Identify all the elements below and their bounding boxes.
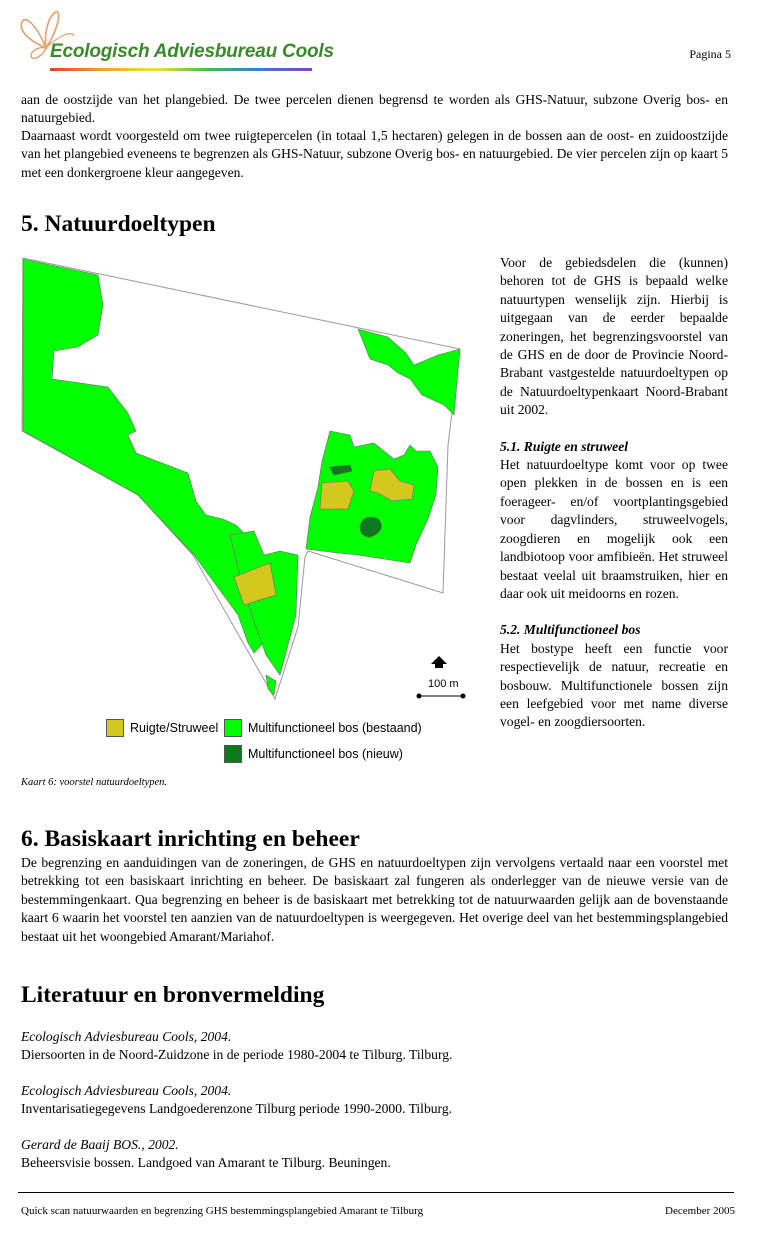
reference-title: Beheersvisie bossen. Landgoed van Amarant te Tilburg. Beuningen. <box>21 1155 391 1170</box>
map-ruigte-east-1 <box>320 481 354 509</box>
map-caption: Kaart 6: voorstel natuurdoeltypen. <box>21 777 168 788</box>
reference-item <box>21 1028 728 1064</box>
section-6-heading: 6. Basiskaart inrichting en beheer <box>21 826 360 852</box>
reference-item <box>21 1082 728 1118</box>
reference-list <box>21 1028 728 1172</box>
subsection-5-2-heading: 5.2. Multifunctioneel bos <box>500 622 641 638</box>
footer-date: December 2005 <box>665 1205 735 1217</box>
legend-label-bos-bestaand: Multifunctioneel bos (bestaand) <box>248 721 422 735</box>
section-5-right-column <box>500 254 728 732</box>
scale-label: 100 m <box>428 678 459 690</box>
logo <box>18 8 334 74</box>
intro-paragraph-2: Daarnaast wordt voorgesteld om twee ruigtepercelen (in totaal 1,5 hectaren) gelegen in de bossen aan de oost- en zuidoostzijde van het plangebied eveneens te begrenzen als GHS-Natuur, subzone Overig bos- en natuurgebied. De vier percelen zijn op kaart 5 met een donkergroene kleur aangegeven. <box>21 128 728 180</box>
section-5-intro: Voor de gebiedsdelen die (kunnen) behoren tot de GHS is bepaald welke natuurtypen wenselijk zijn. Hierbij is uitgegaan van de eerder bepaalde zoneringen, het begrenzingsvoorstel van de GHS en de door de Provincie Noord-Brabant vastgestelde natuurdoeltypen op de Natuurdoeltypenkaart Noord-Brabant uit 2002. <box>500 255 728 418</box>
reference-author: Gerard de Baaij BOS., 2002. <box>21 1137 179 1152</box>
logo-text: Ecologisch Adviesbureau Cools <box>50 41 334 62</box>
legend-swatch-bos-bestaand <box>224 719 242 737</box>
reference-item <box>21 1136 728 1172</box>
literature-heading: Literatuur en bronvermelding <box>21 982 325 1008</box>
subsection-5-1-text: Het natuurdoeltype komt voor op twee open plekken in de bossen en is een foerageer- en/of voortplantingsgebied voor dagvlinders, struweelvogels, zoogdieren en mogelijk ook een landbiotoop voor amfibieën. Het struweel bestaat veelal uit braamstruiken, hier en daar ook uit meidoorns en rozen. <box>500 457 728 601</box>
reference-title: Diersoorten in de Noord-Zuidzone in de periode 1980-2004 te Tilburg. Tilburg. <box>21 1047 453 1062</box>
reference-title: Inventarisatiegegevens Landgoederenzone Tilburg periode 1990-2000. Tilburg. <box>21 1101 453 1116</box>
reference-author: Ecologisch Adviesbureau Cools, 2004. <box>21 1083 232 1098</box>
footer-rule <box>18 1192 734 1193</box>
footer-left: Quick scan natuurwaarden en begrenzing GHS bestemmingsplangebied Amarant te Tilburg <box>21 1205 424 1217</box>
logo-rainbow-underline <box>50 68 312 71</box>
legend-label-bos-nieuw: Multifunctioneel bos (nieuw) <box>248 747 403 761</box>
section-5-heading: 5. Natuurdoeltypen <box>21 211 216 237</box>
subsection-5-2-text: Het bostype heeft een functie voor respectievelijk de natuur, recreatie en bosbouw. Multifunctionele bossen zijn een leefgebied voor met name diverse vogel- en zoogdiersoorten. <box>500 640 728 730</box>
legend-swatch-bos-nieuw <box>224 745 242 763</box>
section-6-text: De begrenzing en aanduidingen van de zoneringen, de GHS en natuurdoeltypen zijn vervolgens vertaald naar een voorstel met betrekking tot een basiskaart inrichting en beheer. De basiskaart zal fungeren als onderlegger van de nieuwe versie van de bestemmingenkaart. Qua begrenzing en beheer is de basiskaart met betrekking tot de natuurwaarden gelijk aan de bovenstaande kaart 6 waarin het voorstel ten aanzien van de natuurdoeltypen is weergegeven. Het overige deel van het bestemmingsplangebied bestaat uit het woongebied Amarant/Mariahof. <box>21 855 728 944</box>
legend-label-ruigte: Ruigte/Struweel <box>130 721 219 735</box>
page-number: Pagina 5 <box>689 47 731 61</box>
subsection-5-1-heading: 5.1. Ruigte en struweel <box>500 438 629 454</box>
scale-bar <box>416 692 466 700</box>
reference-author: Ecologisch Adviesbureau Cools, 2004. <box>21 1029 232 1044</box>
legend-swatch-ruigte <box>106 719 124 737</box>
intro-paragraph-1: aan de oostzijde van het plangebied. De twee percelen dienen begrensd te worden als GHS-Natuur, subzone Overig bos- en natuurgebied. <box>21 92 728 126</box>
map-legend <box>106 719 426 765</box>
north-arrow-icon <box>430 655 448 669</box>
nature-map <box>18 255 468 700</box>
